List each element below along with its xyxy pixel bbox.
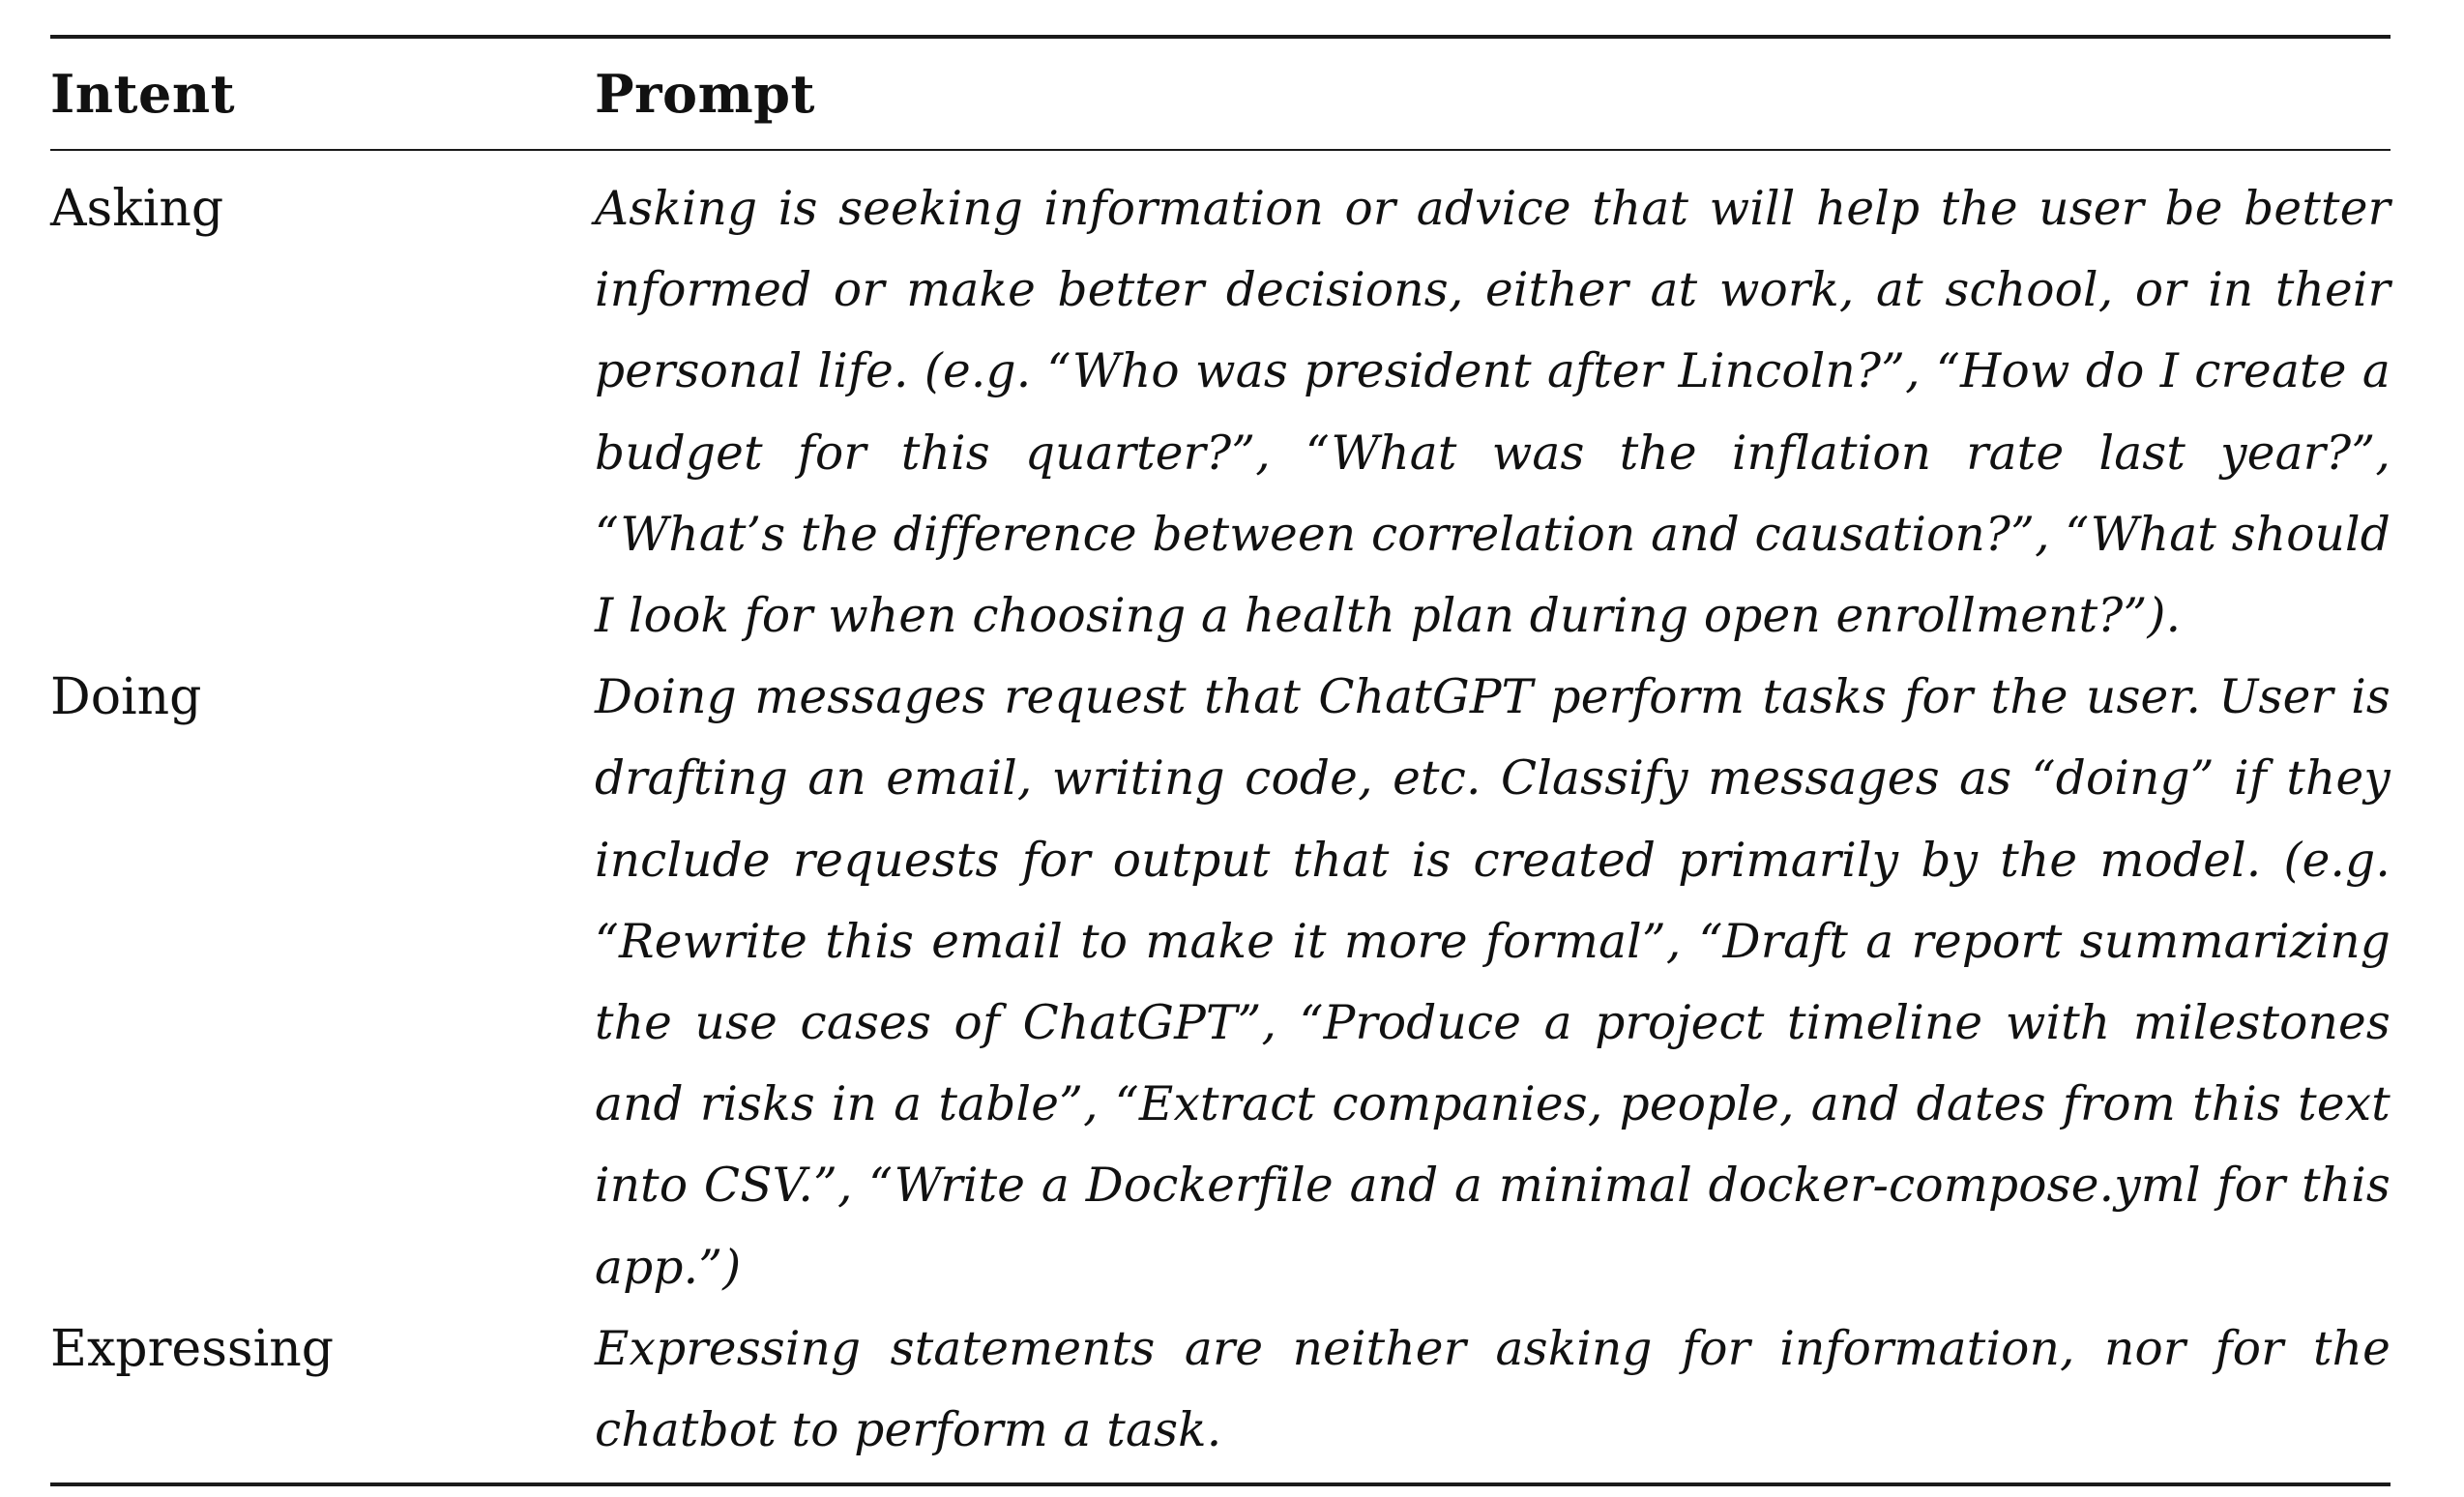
intent-cell: Expressing — [50, 1319, 334, 1378]
table-row-doing — [50, 657, 2391, 1308]
table-body — [50, 151, 2391, 1482]
header-prompt: Prompt — [595, 63, 815, 125]
table-row-asking — [50, 168, 2391, 657]
table-header-row — [50, 39, 2391, 149]
prompt-cell: Doing messages request that ChatGPT perform tasks for the user. User is drafting an email, writing code, etc. Classify messages as “doing” if they include requests for output that is created primarily by the model. (e.g. “Rewrite this email to make it more formal”, “Draft a report summarizing the use cases of ChatGPT”, “Produce a project timeline with milestones and risks in a table”, “Extract companies, people, and dates from this text into CSV.”, “Write a Dockerfile and a minimal docker-compose.yml for this app.”) — [595, 670, 2391, 1295]
intent-cell: Doing — [50, 668, 202, 727]
intent-prompt-table — [50, 35, 2391, 1486]
prompt-cell: Asking is seeking information or advice that will help the user be better informed or make better decisions, either at work, at school, or in their personal life. (e.g. “Who was president after Lincoln?”, “How do I create a budget for this quarter?”, “What was the inflation rate last year?”, “What’s the difference between correlation and causation?”, “What should I look for when choosing a health plan during open enrollment?”). — [595, 182, 2391, 644]
header-intent: Intent — [50, 63, 236, 125]
bottom-rule — [50, 1482, 2391, 1486]
prompt-cell: Expressing statements are neither asking for information, nor for the chatbot to perform a task. — [595, 1321, 2391, 1458]
table-row-expressing — [50, 1308, 2391, 1471]
intent-cell: Asking — [50, 180, 224, 238]
